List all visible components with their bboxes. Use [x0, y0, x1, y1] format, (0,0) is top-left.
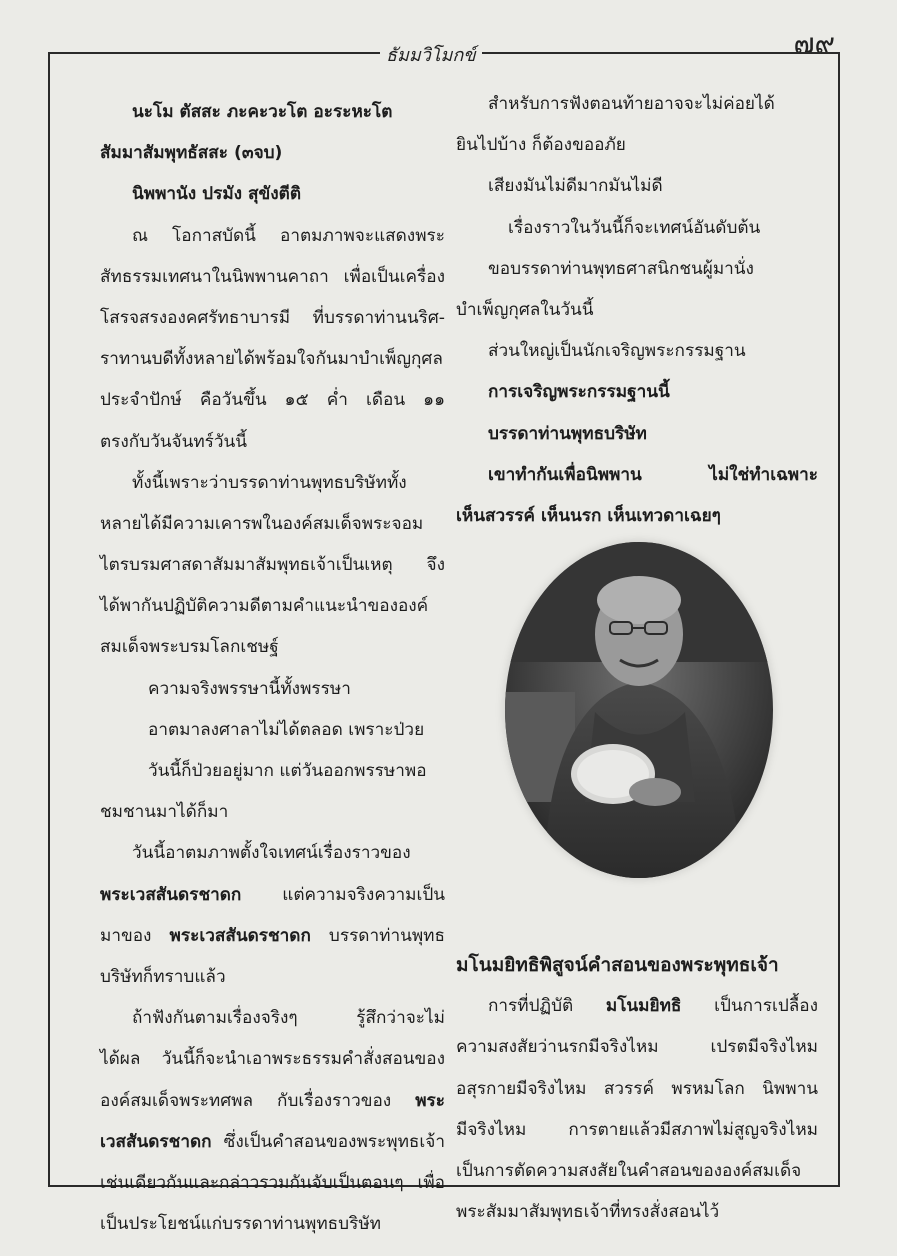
left-column-line: ความจริงพรรษานี้ทั้งพรรษา	[148, 678, 351, 699]
section-heading: มโนมยิทธิพิสูจน์คำสอนของพระพุทธเจ้า	[456, 954, 779, 977]
left-column-line: วันนี้อาตมภาพตั้งใจเทศน์เรื่องราวของ	[132, 843, 411, 864]
left-column-line: พระเวสสันดรชาดก แต่ความจริงความเป็น	[100, 884, 445, 905]
right-column-top-text	[456, 84, 818, 537]
left-column-line: นะโม ตัสสะ ภะคะวะโต อะระหะโต	[132, 102, 393, 122]
left-column-line: หลายได้มีความเคารพในองค์สมเด็จพระจอม	[100, 513, 424, 534]
left-column-line: ไตรบรมศาสดาสัมมาสัมพุทธเจ้าเป็นเหตุ จึง	[100, 555, 445, 576]
left-column-line: วันนี้ก็ป่วยอยู่มาก แต่วันออกพรรษาพอ	[148, 761, 427, 781]
right-column-top-line: ขอบรรดาท่านพุทธศาสนิกชนผู้มานั่ง	[488, 258, 754, 279]
right-column-bottom-text	[456, 986, 818, 1233]
bold-term: พระ	[415, 1090, 445, 1111]
left-column-line: ได้พากันปฏิบัติความดีตามคำแนะนำขององค์	[100, 596, 429, 617]
left-column-line: ณ โอกาสบัดนี้ อาตมภาพจะแสดงพระ	[132, 225, 445, 246]
monk-photo	[458, 510, 820, 910]
right-column-top-line: ยินไปบ้าง ก็ต้องขออภัย	[456, 135, 626, 156]
left-column-line: ประจำปักษ์ คือวันขึ้น ๑๕ ค่ำ เดือน ๑๑	[100, 390, 445, 411]
left-column-line: เวสสันดรชาดก ซึ่งเป็นคำสอนของพระพุทธเจ้า	[100, 1131, 445, 1152]
left-column-line: ถ้าฟังกันตามเรื่องจริงๆ รู้สึกว่าจะไม่	[132, 1008, 445, 1029]
left-column-line: โสรจสรงองคศรัทธาบารมี ที่บรรดาท่านนริศ-	[100, 307, 445, 328]
monk-portrait-image	[505, 542, 773, 878]
left-column-line: มาของ พระเวสสันดรชาดก บรรดาท่านพุทธ	[100, 925, 445, 946]
running-head: ธัมมวิโมกข์	[380, 40, 482, 69]
right-column-top-line: สำหรับการฟังตอนท้ายอาจจะไม่ค่อยได้	[488, 94, 775, 114]
left-column-line: สัทธรรมเทศนาในนิพพานคาถา เพื่อเป็นเครื่อง	[100, 266, 445, 287]
right-column-bottom-line: เป็นการตัดความสงสัยในคำสอนขององค์สมเด็จ	[456, 1161, 802, 1181]
left-column-line: ได้ผล วันนี้ก็จะนำเอาพระธรรมคำสั่งสอนของ	[100, 1049, 445, 1070]
right-column-bottom-line: ความสงสัยว่านรกมีจริงไหม เปรตมีจริงไหม	[456, 1037, 818, 1058]
left-column-line: องค์สมเด็จพระทศพล กับเรื่องราวของ พระ	[100, 1090, 445, 1111]
right-column-top-line: เสียงมันไม่ดีมากมันไม่ดี	[488, 176, 663, 197]
right-column-top-line: เห็นสวรรค์ เห็นนรก เห็นเทวดาเฉยๆ	[456, 505, 721, 526]
left-column-line: ตรงกับวันจันทร์วันนี้	[100, 431, 248, 452]
left-column-line: นิพพานัง ปรมัง สุขังตีติ	[132, 184, 301, 205]
left-column-line: บริษัทก็ทราบแล้ว	[100, 966, 226, 987]
right-column-top-line: บำเพ็ญกุศลในวันนี้	[456, 299, 594, 320]
right-column-bottom-line: พระสัมมาสัมพุทธเจ้าที่ทรงสั่งสอนไว้	[456, 1202, 720, 1223]
bold-term: มโนมยิทธิ	[605, 996, 682, 1017]
right-column-bottom-line: การที่ปฏิบัติ มโนมยิทธิ เป็นการเปลื้อง	[488, 996, 818, 1017]
right-column-top-line: เรื่องราวในวันนี้ก็จะเทศน์อันดับต้น	[508, 217, 761, 238]
bold-term: พระเวสสันดรชาดก	[100, 884, 242, 905]
right-column-top-line: ส่วนใหญ่เป็นนักเจริญพระกรรมฐาน	[488, 341, 746, 362]
right-column-top-line: บรรดาท่านพุทธบริษัท	[488, 423, 647, 444]
left-column-line: ราทานบดีทั้งหลายได้พร้อมใจกันมาบำเพ็ญกุศล	[100, 349, 443, 370]
left-column-line: สมเด็จพระบรมโลกเชษฐ์	[100, 637, 279, 658]
left-column-line: ชมชานมาได้ก็มา	[100, 802, 229, 823]
left-column	[100, 92, 445, 1245]
left-column-line: ทั้งนี้เพราะว่าบรรดาท่านพุทธบริษัททั้ง	[132, 472, 407, 493]
page-number: ๗๙	[793, 27, 835, 60]
left-column-line: เช่นเดียวกันและกล่าวรวมกันจับเป็นตอนๆ เพื่อ	[100, 1172, 445, 1193]
left-column-line: สัมมาสัมพุทธัสสะ (๓จบ)	[100, 143, 283, 164]
bold-term: เวสสันดรชาดก	[100, 1131, 212, 1152]
right-column-top-line: เขาทำกันเพื่อนิพพาน ไม่ใช่ทำเฉพาะ	[488, 464, 818, 485]
right-column-top-line: การเจริญพระกรรมฐานนี้	[488, 382, 670, 403]
bold-term: พระเวสสันดรชาดก	[169, 925, 311, 946]
right-column-bottom-line: อสุรกายมีจริงไหม สวรรค์ พรหมโลก นิพพาน	[456, 1078, 818, 1099]
left-column-line: อาตมาลงศาลาไม่ได้ตลอด เพราะป่วย	[148, 719, 425, 740]
right-column-bottom-line: มีจริงไหม การตายแล้วมีสภาพไม่สูญจริงไหม	[456, 1119, 818, 1140]
left-column-line: เป็นประโยชน์แก่บรรดาท่านพุทธบริษัท	[100, 1214, 381, 1235]
